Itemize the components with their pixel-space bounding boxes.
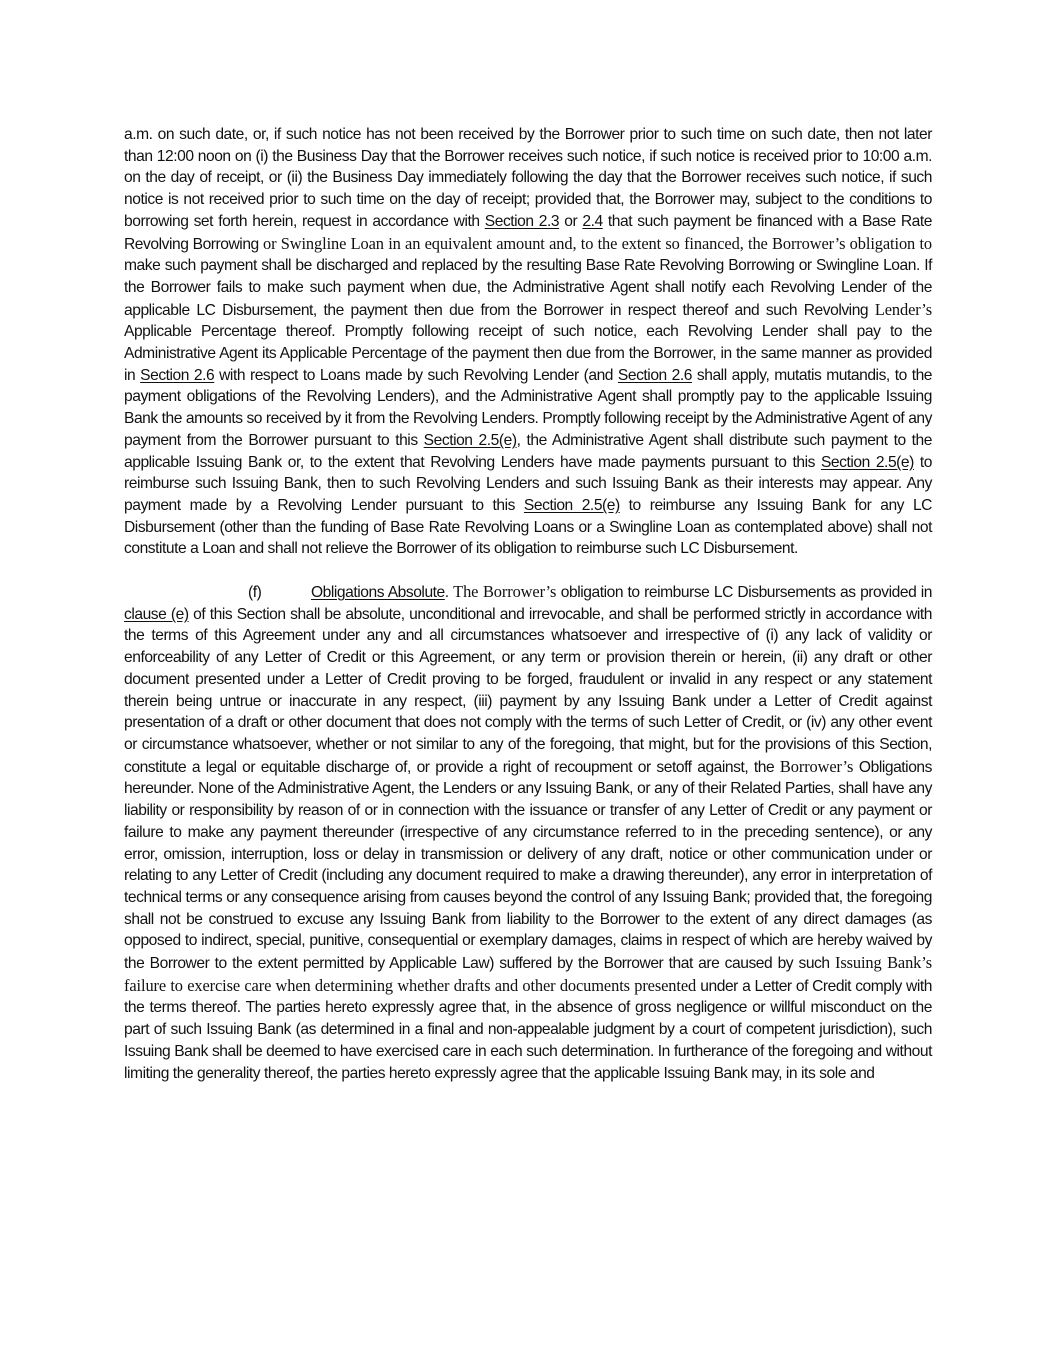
text-run: under a Letter of Credit comply with the terms thereof. The parties hereto expressly agree that, in the absence of gross negligence or willful misconduct on the part of such Issuing Bank (as determined in a final and non-appealable judgment by a court of competent jurisdiction), such Issuing Bank shall be deemed to have exercised care in each such determination. In furtherance of the foregoing and without limiting the generality thereof, the parties hereto expressly agree that the applicable Issuing Bank may, in its sole and <box>124 977 932 1082</box>
text-run: Obligations hereunder. None of the Administrative Agent, the Lenders or any Issuing Bank, or any of their Related Parties, shall have any liability or responsibility by reason of or in connection with the issuance or transfer of any Letter of Credit or any payment or failure to make any payment thereunder (irrespective of any circumstance referred to in the preceding sentence), or any error, omission, interruption, loss or delay in transmission or delivery of any draft, notice or other communication under or relating to any Letter of Credit (including any document required to make a drawing thereunder), any error in interpretation of technical terms or any consequence arising from causes beyond the control of any Issuing Bank; provided that, the foregoing shall not be construed to excuse any Issuing Bank from liability to the Borrower to the extent of any direct damages (as opposed to indirect, special, punitive, consequential or exemplary damages, claims in respect of which are hereby waived by the Borrower to the extent permitted by Applicable Law) suffered by the Borrower that are caused by such <box>124 758 932 973</box>
text-run: make such payment shall be discharged and replaced by the resulting Base Rate Revolving Borrowing or Swingline Loan. If the Borrower fails to make such payment when due, the Administrative Agent shall notify each Revolving Lender of the applicable LC Disbursement, the payment then due from the Borrower in respect thereof and such Revolving <box>124 257 932 319</box>
paragraph-f <box>124 581 932 1084</box>
text-run: a.m. on such date, or, if such notice has not been received by the Borrower prior to such time on such date, then not later than 12:00 noon on (i) the Business Day that the Borrower receives such notice, if such notice is received prior to 10:00 a.m. on the day of receipt, or (ii) the Business Day immediately following the day that the Borrower receives such notice, if such notice is not received prior to such time on the day of receipt; provided that, the Borrower may, subject to the conditions to borrowing set forth herein, request in accordance with <box>124 126 932 230</box>
section-2-4-reference[interactable]: 2.4 <box>582 212 603 230</box>
text-run: shall apply, mutatis mutandis, to the payment obligations of the Revolving Lenders), and the Administrative Agent shall promptly pay to the applicable Issuing Bank the amounts so received by it from the Revolving Lenders. Promptly following receipt by the Administrative Agent of any payment from the Borrower pursuant to this <box>124 366 933 449</box>
text-run: . <box>444 584 454 602</box>
section-2-6-reference[interactable]: Section 2.6 <box>140 366 215 384</box>
text-run: obligation to reimburse LC Disbursements as provided in <box>556 584 933 602</box>
text-run-serif: Borrower’s <box>779 756 854 776</box>
text-run: to reimburse any Issuing Bank for any LC Disbursement (other than the funding of Base Rate Revolving Loans or a Swingline Loan as contemplated above) shall not constitute a Loan and shall not relieve the Borrower of its obligation to reimburse such LC Disbursement. <box>124 496 932 558</box>
section-2-3-reference[interactable]: Section 2.3 <box>484 212 560 230</box>
text-run: of this Section shall be absolute, unconditional and irrevocable, and shall be performed strictly in accordance with the terms of this Agreement under any and all circumstances whatsoever and irrespective of (i) any lack of validity or enforceability of any Letter of Credit or this Agreement, or any term or provision therein or herein, (ii) any draft or other document presented under a Letter of Credit proving to be forged, fraudulent or invalid in any respect or any statement therein being untrue or inaccurate in any respect, (iii) payment by any Issuing Bank under a Letter of Credit against presentation of a draft or other document that does not comply with the terms of such Letter of Credit, or (iv) any other event or circumstance whatsoever, whether or not similar to any of the foregoing, that might, but for the provisions of this Section, constitute a legal or equitable discharge of, or provide a right of recoupment or setoff against, the <box>124 605 933 776</box>
section-2-5e-reference[interactable]: Section 2.5(e) <box>820 453 914 471</box>
section-2-5e-reference[interactable]: Section 2.5(e) <box>423 431 517 449</box>
text-run: with respect to Loans made by such Revolving Lender (and <box>214 366 618 384</box>
text-run: to reimburse such Issuing Bank, then to such Revolving Lenders and such Issuing Bank as their interests may appear. Any payment made by a Revolving Lender pursuant to this <box>124 453 932 514</box>
text-run: or <box>559 212 583 230</box>
document-page <box>124 124 932 1084</box>
text-run-serif: Lender’s <box>874 299 932 319</box>
text-run: Applicable Percentage thereof. Promptly following receipt of such notice, each Revolving Lender shall pay to the Administrative Agent its Applicable Percentage of the payment then due from the Borrower, in the same manner as provided in <box>124 323 932 384</box>
text-run-serif: The Borrower’s <box>453 582 557 602</box>
section-2-5e-reference[interactable]: Section 2.5(e) <box>523 496 620 514</box>
text-run-serif: Issuing Bank’s failure to exercise care when determining whether drafts and other documents presented <box>124 953 932 995</box>
paragraph-e-continued <box>124 124 932 560</box>
section-2-6-reference[interactable]: Section 2.6 <box>617 366 692 384</box>
text-run: , the Administrative Agent shall distribute such payment to the applicable Issuing Bank or, to the extent that Revolving Lenders have made payments pursuant to this <box>124 431 932 471</box>
clause-heading: Obligations Absolute <box>311 584 445 602</box>
clause-marker: (f) <box>248 584 262 602</box>
clause-e-reference[interactable]: clause (e) <box>124 605 189 623</box>
text-run: that such payment be financed with a Base Rate Revolving Borrowing <box>124 212 932 253</box>
text-run-serif: or Swingline Loan in an equivalent amount and, to the extent so financed, the Borrower’s obligation to <box>262 233 933 253</box>
